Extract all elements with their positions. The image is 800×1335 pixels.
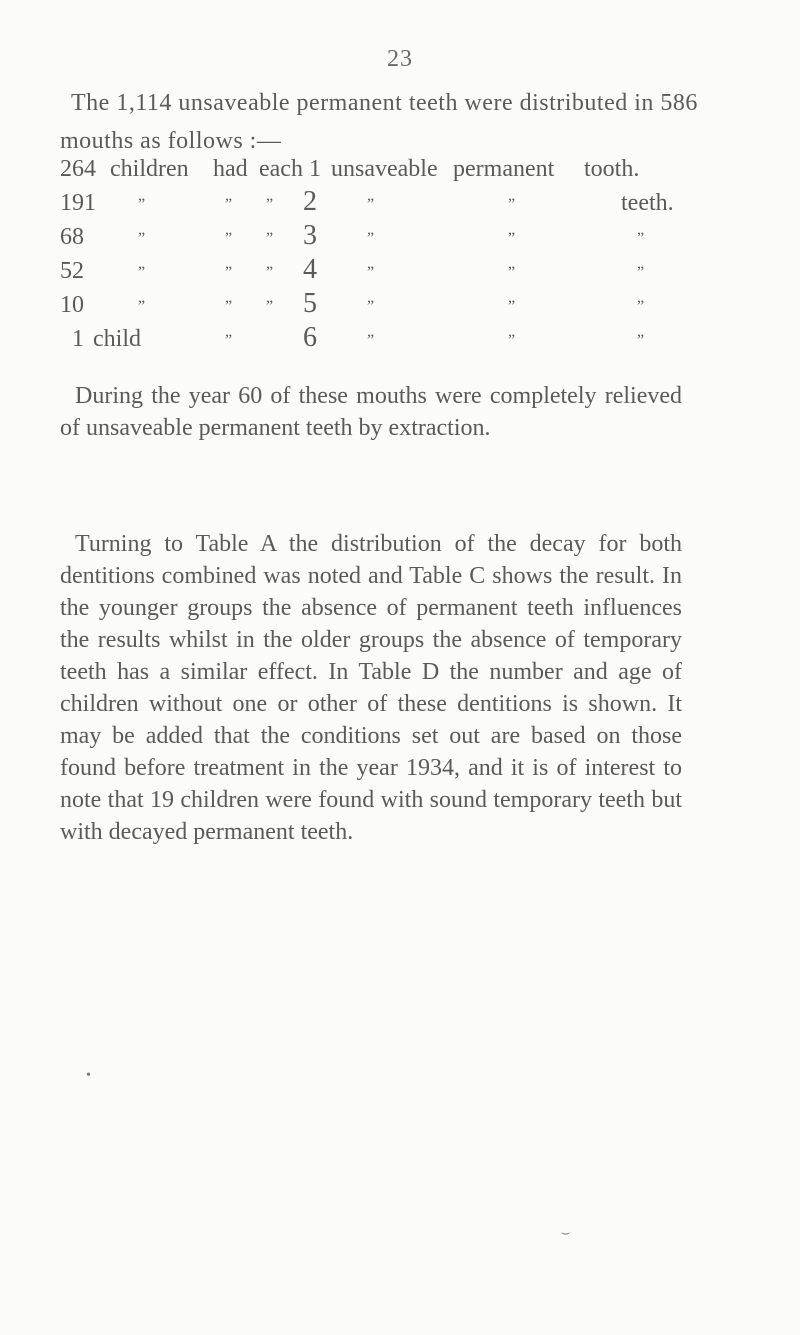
ditto-cell: ” <box>225 332 234 349</box>
paragraph-text: Turning to Table A the distribution of the decay for both dentitions combined was noted and Table C shows the result. In the younger groups the absence of permanent teeth influences the results whilst in the older groups the absence of temporary teeth has a similar effect. In Table D the number and age of children without one or other of these dentitions is shown. It may be added that the conditions set out are based on those found before treatment in the year 1934, and it is of interest to note that 19 children were found with sound temporary teeth but with decayed permanent teeth. <box>60 531 682 845</box>
teeth-number-cell: 1 <box>309 156 321 182</box>
noun-cell: tooth. <box>584 156 640 182</box>
speck-mark: • <box>86 1068 91 1083</box>
paragraph-text: During the year 60 of these mouths were completely relieved of unsaveable permanent teeth by extraction. <box>60 383 682 441</box>
ditto-cell: ” <box>138 298 147 315</box>
table-row <box>0 220 800 258</box>
teeth-number-cell: 4 <box>303 254 317 285</box>
table-row <box>0 322 800 360</box>
table-row <box>0 186 800 224</box>
ditto-cell: ” <box>266 298 275 315</box>
ditto-cell: ” <box>637 332 646 349</box>
ditto-cell: ” <box>266 196 275 213</box>
speck-mark: ⌣ <box>561 1226 571 1241</box>
ditto-cell: ” <box>367 196 376 213</box>
ditto-cell: ” <box>508 196 517 213</box>
ditto-cell: ” <box>225 196 234 213</box>
count-cell: 1 <box>72 326 84 352</box>
ditto-cell: ” <box>637 230 646 247</box>
ditto-cell: ” <box>508 230 517 247</box>
table-row <box>0 254 800 292</box>
ditto-cell: ” <box>637 298 646 315</box>
teeth-number-cell: 5 <box>303 288 317 319</box>
extraction-paragraph <box>60 380 682 444</box>
intro-paragraph <box>60 84 700 160</box>
ditto-cell: ” <box>367 230 376 247</box>
label-cell: children <box>110 156 189 182</box>
count-cell: 10 <box>60 292 84 318</box>
each-cell: each <box>259 156 303 182</box>
ditto-cell: ” <box>225 264 234 281</box>
ditto-cell: ” <box>367 298 376 315</box>
ditto-cell: ” <box>138 196 147 213</box>
intro-line-1: The 1,114 unsaveable permanent teeth were distributed in 586 <box>71 90 698 116</box>
ditto-cell: ” <box>508 264 517 281</box>
kind-cell: permanent <box>453 156 555 182</box>
noun-cell: teeth. <box>621 190 674 216</box>
ditto-cell: ” <box>266 230 275 247</box>
intro-line-2: mouths as follows :— <box>60 128 282 154</box>
ditto-cell: ” <box>508 332 517 349</box>
ditto-cell: ” <box>138 230 147 247</box>
ditto-cell: ” <box>367 332 376 349</box>
count-cell: 68 <box>60 224 84 250</box>
ditto-cell: ” <box>367 264 376 281</box>
decay-paragraph <box>60 528 682 848</box>
teeth-number-cell: 2 <box>303 186 317 217</box>
page-number: 23 <box>387 46 413 72</box>
table-row <box>0 156 800 190</box>
count-cell: 52 <box>60 258 84 284</box>
ditto-cell: ” <box>225 298 234 315</box>
ditto-cell: ” <box>138 264 147 281</box>
ditto-cell: ” <box>508 298 517 315</box>
desc-cell: unsaveable <box>331 156 438 182</box>
ditto-cell: ” <box>266 264 275 281</box>
teeth-number-cell: 6 <box>303 322 317 353</box>
label-cell: child <box>93 326 141 352</box>
teeth-number-cell: 3 <box>303 220 317 251</box>
ditto-cell: ” <box>637 264 646 281</box>
count-cell: 264 <box>60 156 96 182</box>
had-cell: had <box>213 156 248 182</box>
count-cell: 191 <box>60 190 96 216</box>
table-row <box>0 288 800 326</box>
ditto-cell: ” <box>225 230 234 247</box>
